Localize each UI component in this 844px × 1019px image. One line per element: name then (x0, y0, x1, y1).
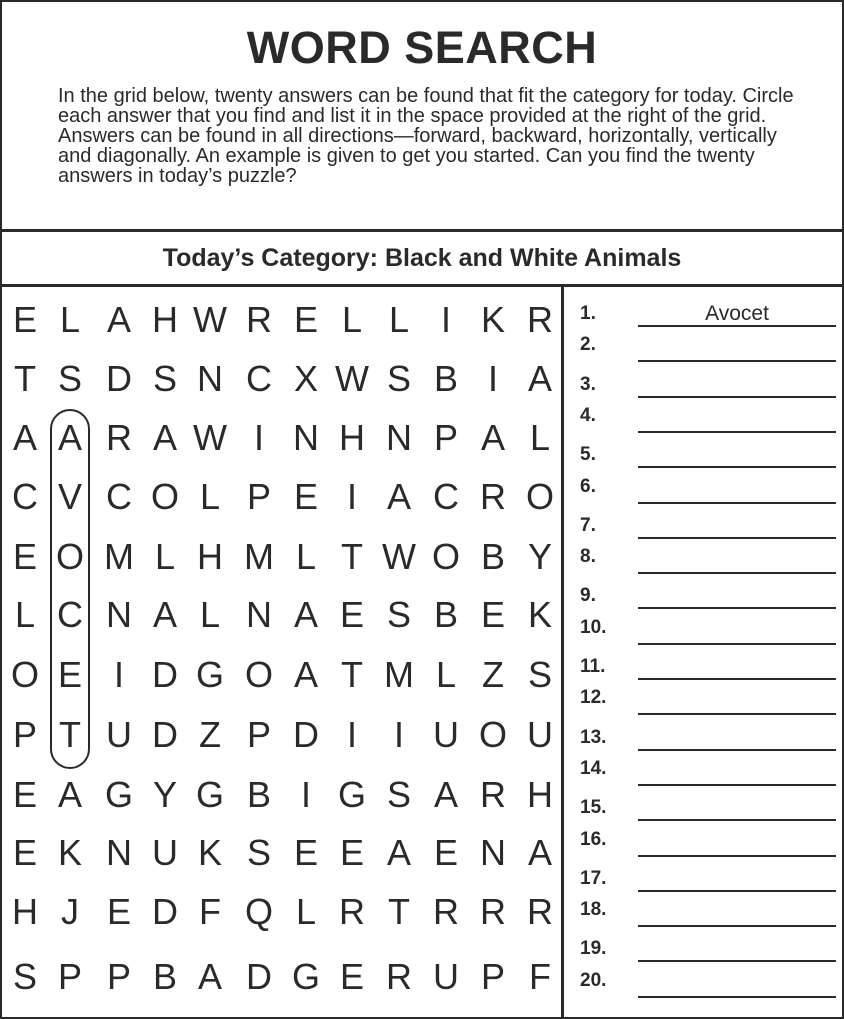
answer-number: 7. (580, 514, 596, 536)
grid-letter[interactable]: N (106, 832, 132, 873)
grid-letter[interactable]: M (244, 536, 274, 577)
grid-letter[interactable]: S (386, 358, 411, 399)
grid-letter[interactable]: R (246, 299, 272, 340)
grid-letter[interactable]: S (527, 654, 552, 695)
answer-number: 17. (580, 867, 607, 889)
grid-letter[interactable]: A (527, 832, 552, 873)
grid-letter[interactable]: N (293, 417, 319, 458)
grid-letter[interactable]: O (525, 476, 554, 517)
answer-row (580, 650, 830, 680)
answer-row (580, 685, 830, 715)
letter-grid (2, 287, 564, 1017)
grid-letter[interactable]: Y (527, 536, 552, 577)
grid-letter[interactable]: O (244, 654, 273, 695)
grid-letter[interactable]: C (246, 358, 272, 399)
answer-row (580, 897, 830, 927)
grid-letter[interactable]: Z (482, 654, 504, 695)
grid-letter[interactable]: E (293, 299, 318, 340)
answer-number: 1. (580, 303, 596, 324)
answer-blank[interactable] (638, 407, 836, 433)
grid-letter[interactable]: U (106, 714, 132, 755)
answer-blank[interactable] (638, 619, 836, 645)
grid-letter[interactable]: L (388, 299, 410, 340)
grid-letter[interactable]: L (295, 891, 317, 932)
answer-number: 8. (580, 546, 596, 568)
grid-letter[interactable]: L (154, 536, 176, 577)
grid-letter[interactable]: A (57, 774, 82, 815)
grid-letter[interactable]: R (386, 956, 412, 997)
grid-letter[interactable]: A (433, 774, 458, 815)
grid-letter[interactable]: H (152, 299, 178, 340)
grid-letter[interactable]: M (384, 654, 414, 695)
answer-row (580, 368, 830, 398)
grid-letter[interactable]: P (12, 714, 37, 755)
grid-letter[interactable]: I (253, 417, 264, 458)
grid-letter[interactable]: A (152, 594, 177, 635)
grid-letter[interactable]: A (197, 956, 222, 997)
answer-blank[interactable] (638, 795, 836, 821)
grid-letter[interactable]: I (393, 714, 404, 755)
grid-letter[interactable]: B (433, 594, 458, 635)
grid-letter[interactable]: D (152, 654, 178, 695)
grid-letter[interactable]: W (193, 299, 227, 340)
grid-letter[interactable]: F (199, 891, 221, 932)
answer-blank[interactable] (638, 654, 836, 680)
grid-letter[interactable]: L (435, 654, 457, 695)
header (2, 2, 842, 232)
grid-letter[interactable]: A (293, 594, 318, 635)
grid-letter[interactable]: H (197, 536, 223, 577)
answer-number: 2. (580, 334, 596, 356)
answer-blank[interactable] (638, 548, 836, 574)
grid-letter[interactable]: E (12, 774, 37, 815)
answer-number: 10. (580, 616, 607, 638)
grid-letter[interactable]: L (59, 299, 81, 340)
grid-letter[interactable]: X (293, 358, 318, 399)
answer-row (580, 932, 830, 962)
answer-row (580, 544, 830, 574)
answer-blank[interactable] (638, 442, 836, 468)
grid-letter[interactable]: M (104, 536, 134, 577)
grid-letter[interactable]: F (529, 956, 551, 997)
grid-letter[interactable]: N (386, 417, 412, 458)
grid-letter[interactable]: D (246, 956, 272, 997)
answer-number: 14. (580, 757, 607, 779)
grid-letter[interactable]: K (197, 832, 222, 873)
grid-letter[interactable]: G (104, 774, 133, 815)
grid-letter[interactable]: E (339, 594, 364, 635)
grid-letter[interactable]: R (339, 891, 365, 932)
grid-letter[interactable]: S (152, 358, 177, 399)
grid-letter[interactable]: Y (152, 774, 177, 815)
grid-letter[interactable]: E (12, 832, 37, 873)
grid-letter[interactable]: O (478, 714, 507, 755)
grid-letter[interactable]: D (152, 891, 178, 932)
grid-letter[interactable]: L (529, 417, 551, 458)
grid-letter[interactable]: I (113, 654, 124, 695)
instructions: In the grid below, twenty answers can be found that fit the category for today. Circle each answer that you find and list it in the space provided at the right of the grid. Answers can be found in all directions—forward, backward, horizontally, vertically and diagonally. An example is given to get you started. Can you find the twenty answers in today’s puzzle? (58, 85, 794, 187)
grid-letter[interactable]: N (197, 358, 223, 399)
grid-letter[interactable]: P (433, 417, 458, 458)
grid-letter[interactable]: E (293, 476, 318, 517)
grid-letter[interactable]: A (386, 476, 411, 517)
answer-number: 20. (580, 969, 607, 991)
answer-row (580, 579, 830, 609)
answer-number: 9. (580, 585, 596, 607)
grid-letter[interactable]: C (106, 476, 132, 517)
answer-blank[interactable] (638, 760, 836, 786)
grid-letter[interactable]: R (106, 417, 132, 458)
grid-letter[interactable]: P (106, 956, 131, 997)
grid-letter[interactable]: L (14, 594, 36, 635)
answer-blank[interactable] (638, 513, 836, 539)
grid-letter[interactable]: K (57, 832, 82, 873)
answer-blank[interactable] (638, 336, 836, 362)
grid-letter[interactable]: Q (244, 891, 273, 932)
answer-blank[interactable] (638, 901, 836, 927)
grid-letter[interactable]: S (57, 358, 82, 399)
grid-letter[interactable]: E (12, 299, 37, 340)
grid-letter[interactable]: B (246, 774, 271, 815)
grid-letter[interactable]: G (337, 774, 366, 815)
grid-letter[interactable]: R (433, 891, 459, 932)
grid-letter[interactable]: A (57, 417, 82, 458)
grid-letter[interactable]: H (527, 774, 553, 815)
grid-letter[interactable]: R (527, 299, 553, 340)
grid-letter[interactable]: E (293, 832, 318, 873)
grid-letter[interactable]: G (195, 774, 224, 815)
grid-letter[interactable]: A (152, 417, 177, 458)
answer-row (580, 791, 830, 821)
answer-blank[interactable] (638, 866, 836, 892)
grid-letter[interactable]: G (195, 654, 224, 695)
grid-letter[interactable]: I (346, 714, 357, 755)
grid-letter[interactable]: E (339, 832, 364, 873)
grid-letter[interactable]: Z (199, 714, 221, 755)
grid-letter[interactable]: L (199, 594, 221, 635)
grid-letter[interactable]: T (341, 654, 363, 695)
grid-letter[interactable]: C (433, 476, 459, 517)
grid-letter[interactable]: I (300, 774, 311, 815)
grid-letter[interactable]: A (386, 832, 411, 873)
answer-number: 3. (580, 373, 596, 395)
grid-letter[interactable]: E (339, 956, 364, 997)
grid-letter[interactable]: S (246, 832, 271, 873)
grid-letter[interactable]: P (480, 956, 505, 997)
grid-letter[interactable]: U (152, 832, 178, 873)
grid-letter[interactable]: L (199, 476, 221, 517)
grid-letter[interactable]: T (59, 714, 81, 755)
grid-letter[interactable]: K (527, 594, 552, 635)
grid-letter[interactable]: R (480, 774, 506, 815)
grid-letter[interactable]: H (339, 417, 365, 458)
answer-number: 13. (580, 726, 607, 748)
grid-letter[interactable]: E (57, 654, 82, 695)
grid-letter[interactable]: B (152, 956, 177, 997)
grid-letter[interactable]: I (440, 299, 451, 340)
answer-row (580, 403, 830, 433)
grid-letter[interactable]: B (433, 358, 458, 399)
answer-blank[interactable] (638, 478, 836, 504)
answer-number: 16. (580, 828, 607, 850)
answer-number: 11. (580, 656, 606, 677)
grid-letter[interactable]: S (12, 956, 37, 997)
grid-letter[interactable]: U (527, 714, 553, 755)
grid-letter[interactable]: S (386, 774, 411, 815)
grid-letter[interactable]: N (106, 594, 132, 635)
grid-letter[interactable]: W (382, 536, 416, 577)
answer-value: Avocet (705, 302, 769, 325)
grid-letter[interactable]: J (61, 891, 79, 932)
answer-blank[interactable] (638, 831, 836, 857)
grid-letter[interactable]: H (12, 891, 38, 932)
page-title: WORD SEARCH (246, 22, 598, 73)
answer-number: 19. (580, 938, 607, 960)
answer-row (580, 721, 830, 751)
grid-letter[interactable]: A (527, 358, 552, 399)
answer-row (580, 297, 830, 327)
grid-letter[interactable]: I (346, 476, 357, 517)
grid-letter[interactable]: E (12, 536, 37, 577)
answer-row (580, 827, 830, 857)
answer-row (580, 332, 830, 362)
grid-letter[interactable]: L (295, 536, 317, 577)
grid-letter[interactable]: O (431, 536, 460, 577)
answer-blank[interactable] (638, 689, 836, 715)
grid-letter[interactable]: R (527, 891, 553, 932)
grid-letter[interactable]: R (480, 476, 506, 517)
answer-row (580, 474, 830, 504)
grid-letter[interactable]: A (293, 654, 318, 695)
grid-letter[interactable]: I (487, 358, 498, 399)
grid-letter[interactable]: O (55, 536, 84, 577)
answer-number: 18. (580, 899, 607, 921)
answer-row (580, 756, 830, 786)
grid-letter[interactable]: O (150, 476, 179, 517)
grid-letter[interactable]: E (480, 594, 505, 635)
grid-letter[interactable]: D (106, 358, 132, 399)
grid-letter[interactable]: V (57, 476, 82, 517)
answer-number: 6. (580, 475, 596, 497)
grid-letter[interactable]: T (388, 891, 410, 932)
answer-number: 5. (580, 444, 596, 466)
grid-letter[interactable]: S (386, 594, 411, 635)
answer-number: 12. (580, 687, 607, 709)
grid-letter[interactable]: U (433, 956, 459, 997)
answer-blank[interactable] (638, 972, 836, 998)
grid-letter[interactable]: A (480, 417, 505, 458)
grid-letter[interactable]: P (246, 714, 271, 755)
answer-list (564, 287, 842, 1017)
grid-letter[interactable]: A (12, 417, 37, 458)
answer-number: 4. (580, 404, 596, 426)
answer-row (580, 438, 830, 468)
grid-letter[interactable]: D (152, 714, 178, 755)
grid-letter[interactable]: O (10, 654, 39, 695)
answer-blank[interactable] (638, 583, 836, 609)
grid-letter[interactable]: N (246, 594, 272, 635)
answer-row (580, 968, 830, 998)
grid-letter[interactable]: K (480, 299, 505, 340)
grid-letter[interactable]: U (433, 714, 459, 755)
grid-letter[interactable]: R (480, 891, 506, 932)
grid-letter[interactable]: A (106, 299, 131, 340)
answer-row (580, 615, 830, 645)
grid-letter[interactable]: L (341, 299, 363, 340)
answer-blank[interactable] (638, 372, 836, 398)
answer-number: 15. (580, 797, 607, 819)
grid-letter[interactable]: T (14, 358, 36, 399)
answer-blank[interactable] (638, 725, 836, 751)
grid-letter[interactable]: P (246, 476, 271, 517)
grid-letter[interactable]: C (12, 476, 38, 517)
grid-letter[interactable]: P (57, 956, 82, 997)
answer-row (580, 509, 830, 539)
grid-letter[interactable]: D (293, 714, 319, 755)
grid-letter[interactable]: W (335, 358, 369, 399)
grid-letter[interactable]: E (106, 891, 131, 932)
category-banner: Today’s Category: Black and White Animals (2, 232, 842, 287)
grid-letter[interactable]: B (480, 536, 505, 577)
grid-letter[interactable]: W (193, 417, 227, 458)
grid-letter[interactable]: N (480, 832, 506, 873)
answer-row (580, 862, 830, 892)
answer-blank[interactable] (638, 936, 836, 962)
grid-letter[interactable]: E (433, 832, 458, 873)
grid-letter[interactable]: C (57, 594, 83, 635)
grid-letter[interactable]: T (341, 536, 363, 577)
grid-letter[interactable]: G (291, 956, 320, 997)
